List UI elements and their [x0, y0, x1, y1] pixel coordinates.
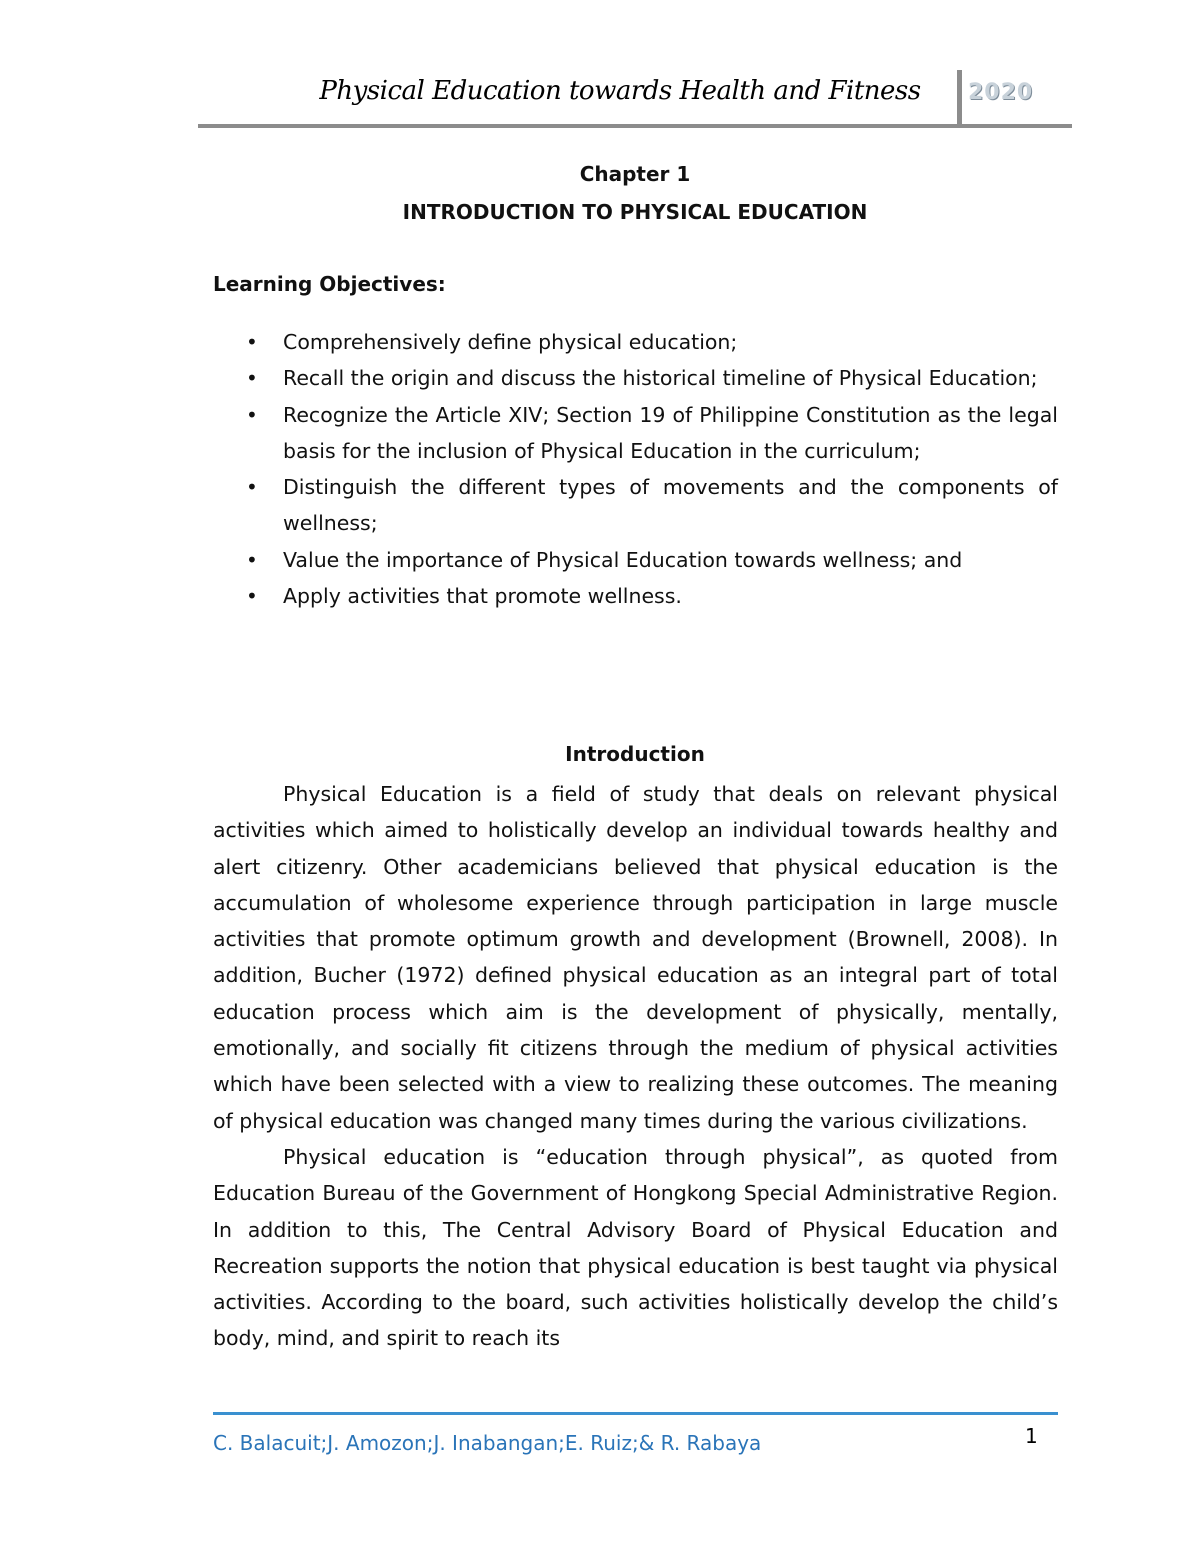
header-rule: [198, 124, 1072, 128]
header-divider: [957, 70, 962, 128]
body-paragraph: Physical education is “education through physical”, as quoted from Education Bureau of the Government of Hongkong Special Administrative Region. In addition to this, The Central Advisory Board of Physical Education and Recreation supports the notion that physical education is best taught via physical activities. According to the board, such activities holistically develop the child’s body, mind, and spirit to reach its: [213, 1144, 1058, 1351]
objective-item: • Distinguish the different types of movements and the components of wellness;: [213, 469, 1058, 542]
footer-authors: C. Balacuit;J. Amozon;J. Inabangan;E. Ruiz;& R. Rabaya: [213, 1431, 762, 1455]
introduction-body: [213, 776, 1058, 1357]
body-paragraph: Physical Education is a field of study that deals on relevant physical activities which aimed to holistically develop an individual towards healthy and alert citizenry. Other academicians believed that physical education is the accumulation of wholesome experience through participation in large muscle activities that promote optimum growth and development (Brownell, 2008). In addition, Bucher (1972) defined physical education as an integral part of total education process which aim is the development of physically, mentally, emotionally, and socially fit citizens through the medium of physical activities which have been selected with a view to realizing these outcomes. The meaning of physical education was changed many times during the various civilizations.: [213, 782, 1058, 1133]
objective-item: • Value the importance of Physical Education towards wellness; and: [213, 542, 1058, 578]
objective-item: • Recall the origin and discuss the historical timeline of Physical Education;: [213, 360, 1058, 396]
running-header-title: Physical Education towards Health and Fitness: [319, 76, 921, 106]
header-year: 2020: [968, 80, 1034, 105]
chapter-title: INTRODUCTION TO PHYSICAL EDUCATION: [402, 200, 868, 224]
objective-item: • Comprehensively define physical education;: [213, 324, 1058, 360]
footer-rule: [213, 1412, 1058, 1415]
learning-objectives-list: [213, 324, 1058, 614]
page-number: 1: [1025, 1424, 1038, 1448]
introduction-heading: Introduction: [565, 742, 705, 766]
chapter-label: Chapter 1: [579, 162, 691, 186]
learning-objectives-heading: Learning Objectives:: [213, 272, 446, 296]
objective-item: • Recognize the Article XIV; Section 19 of Philippine Constitution as the legal basis for the inclusion of Physical Education in the curriculum;: [213, 397, 1058, 470]
objective-item: • Apply activities that promote wellness.: [213, 578, 1058, 614]
